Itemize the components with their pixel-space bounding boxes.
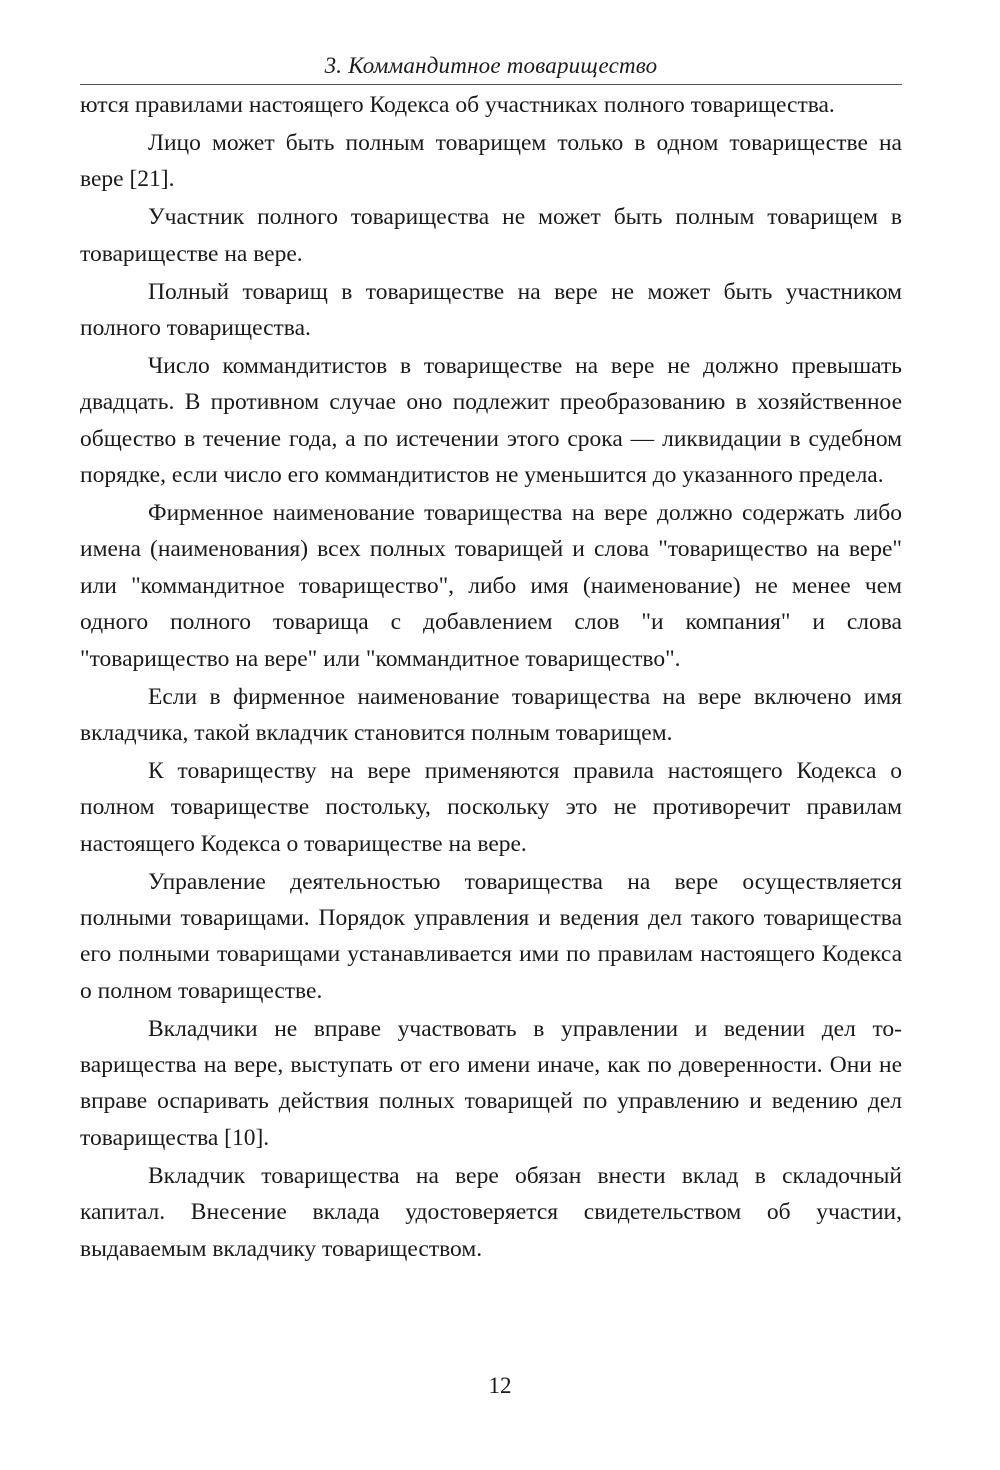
paragraph: Число коммандитистов в товариществе на вере не должно превышать двадцать. В противном случае оно подлежит преобразованию в хозяйственное общество в течение года, а по истечении этого срока — ликвидации в судебном порядке, если число его коммандитистов не уменьшится до указанного предела. — [80, 352, 902, 489]
paragraph: Если в фирменное наименование товарищества на вере включено имя вкладчика, такой вкладчик становится полным товарищем. — [80, 683, 902, 746]
paragraph: Фирменное наименование товарищества на вере должно содержать либо имена (наименования) всех полных товарищей и слова "товарищество на вере" или "коммандитное товарищество", либо имя (наименование) не менее чем одного полного товарища с добавлением слов "и компания" и слова "товарищество на вере" или "коммандитное товарищество". — [80, 499, 902, 672]
paragraph: Управление деятельностью товарищества на вере осуществляется полными товарищами. Порядок управления и ведения дел такого товарищества его полными товарищами устанавливается ими по правилам настоящего Кодекса о полном товариществе. — [80, 868, 902, 1004]
paragraph: К товариществу на вере применяются правила настоящего Кодекса о полном товариществе постольку, поскольку это не противоречит правилам настоящего Кодекса о товариществе на вере. — [80, 757, 902, 857]
body-text — [80, 87, 902, 1269]
paragraph: Участник полного товарищества не может быть полным товарищем в товариществе на вере. — [80, 204, 902, 267]
paragraph: Полный товарищ в товариществе на вере не может быть участником полного товарищества. — [80, 278, 902, 341]
running-header — [80, 52, 902, 85]
page-number: 12 — [488, 1373, 512, 1398]
paragraph: Лицо может быть полным товарищем только в одном товариществе на вере [21]. — [80, 129, 902, 193]
paragraph: Вкладчики не вправе участвовать в управлении и ведении дел товарищества на вере, выступать от его имени иначе, как по доверенности. Они не вправе оспаривать действия полных товарищей по управлению и ведению дел товарищества [10]. — [80, 1015, 902, 1151]
paragraph: Вкладчик товарищества на вере обязан внести вклад в складочный капитал. Внесение вклада удостоверяется свидетельством об участии, выдаваемым вкладчику товариществом. — [80, 1162, 902, 1262]
running-header-title: 3. Коммандитное товарищество — [324, 53, 658, 78]
paragraph-continuation: ются правилами настоящего Кодекса об участниках полного товарищества. — [80, 92, 835, 118]
